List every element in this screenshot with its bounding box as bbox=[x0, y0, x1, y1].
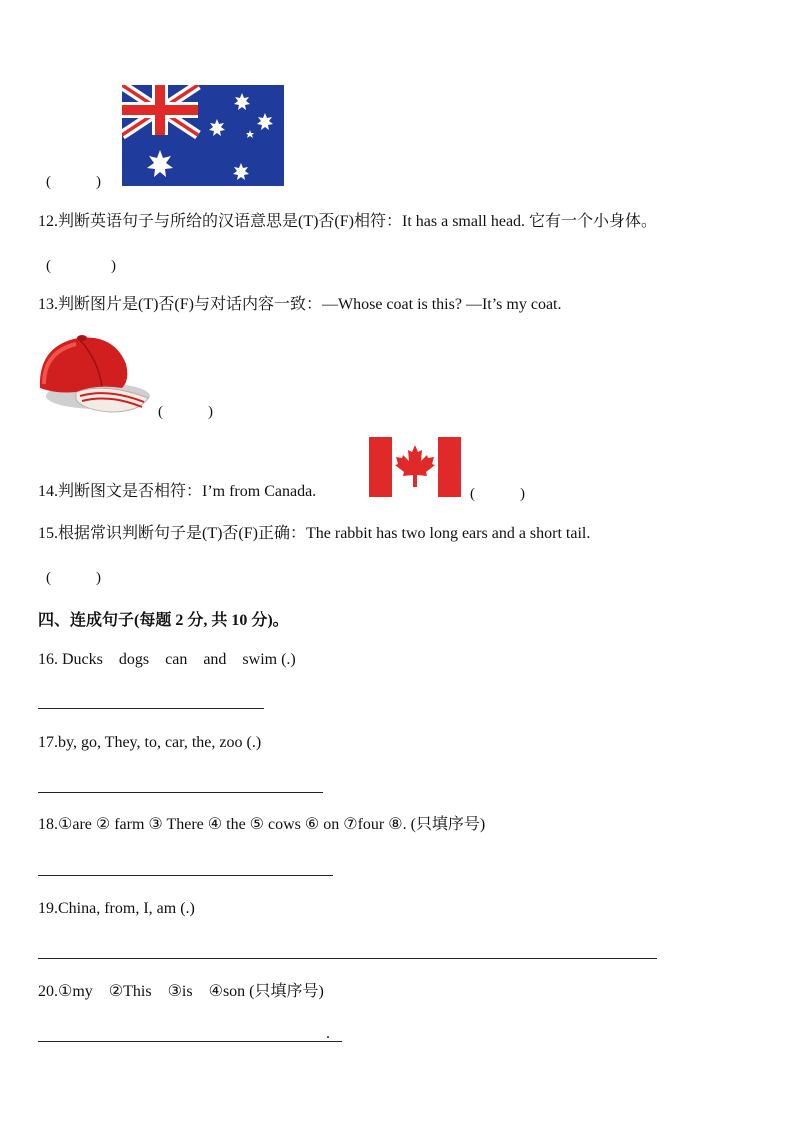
question-15-text: 15.根据常识判断句子是(T)否(F)正确：The rabbit has two long ears and a short tail. bbox=[38, 525, 591, 542]
q14-answer-paren[interactable]: ( ) bbox=[470, 486, 525, 502]
question-13-text: 13.判断图片是(T)否(F)与对话内容一致：—Whose coat is this? —It’s my coat. bbox=[38, 296, 562, 313]
question-17-text: 17.by, go, They, to, car, the, zoo (.) bbox=[38, 734, 262, 751]
question-18-text: 18.①are ② farm ③ There ④ the ⑤ cows ⑥ on ⑦four ⑧. (只填序号) bbox=[38, 816, 486, 833]
q20-end-period: . bbox=[326, 1025, 330, 1042]
q18-answer-line[interactable] bbox=[38, 875, 333, 876]
q15-answer-paren[interactable]: ( ) bbox=[46, 570, 101, 586]
australia-flag-image bbox=[122, 85, 284, 186]
q13-answer-paren[interactable]: ( ) bbox=[158, 404, 213, 420]
question-14-text: 14.判断图文是否相符：I’m from Canada. bbox=[38, 483, 317, 500]
question-16-text: 16. Ducks dogs can and swim (.) bbox=[38, 651, 296, 668]
section-4-heading: 四、连成句子(每题 2 分, 共 10 分)。 bbox=[38, 612, 289, 629]
q19-answer-line[interactable] bbox=[38, 958, 657, 959]
q11-answer-paren[interactable]: ( ) bbox=[46, 174, 101, 190]
q17-answer-line[interactable] bbox=[38, 792, 323, 793]
q12-answer-paren[interactable]: ( ) bbox=[46, 258, 116, 274]
q16-answer-line[interactable] bbox=[38, 708, 264, 709]
canada-flag-image bbox=[369, 437, 461, 497]
red-cap-image bbox=[36, 330, 152, 416]
question-12-text: 12.判断英语句子与所给的汉语意思是(T)否(F)相符：It has a small head. 它有一个小身体。 bbox=[38, 213, 658, 230]
q20-answer-line[interactable] bbox=[38, 1041, 342, 1042]
question-19-text: 19.China, from, I, am (.) bbox=[38, 900, 195, 917]
question-20-text: 20.①my ②This ③is ④son (只填序号) bbox=[38, 983, 324, 1000]
